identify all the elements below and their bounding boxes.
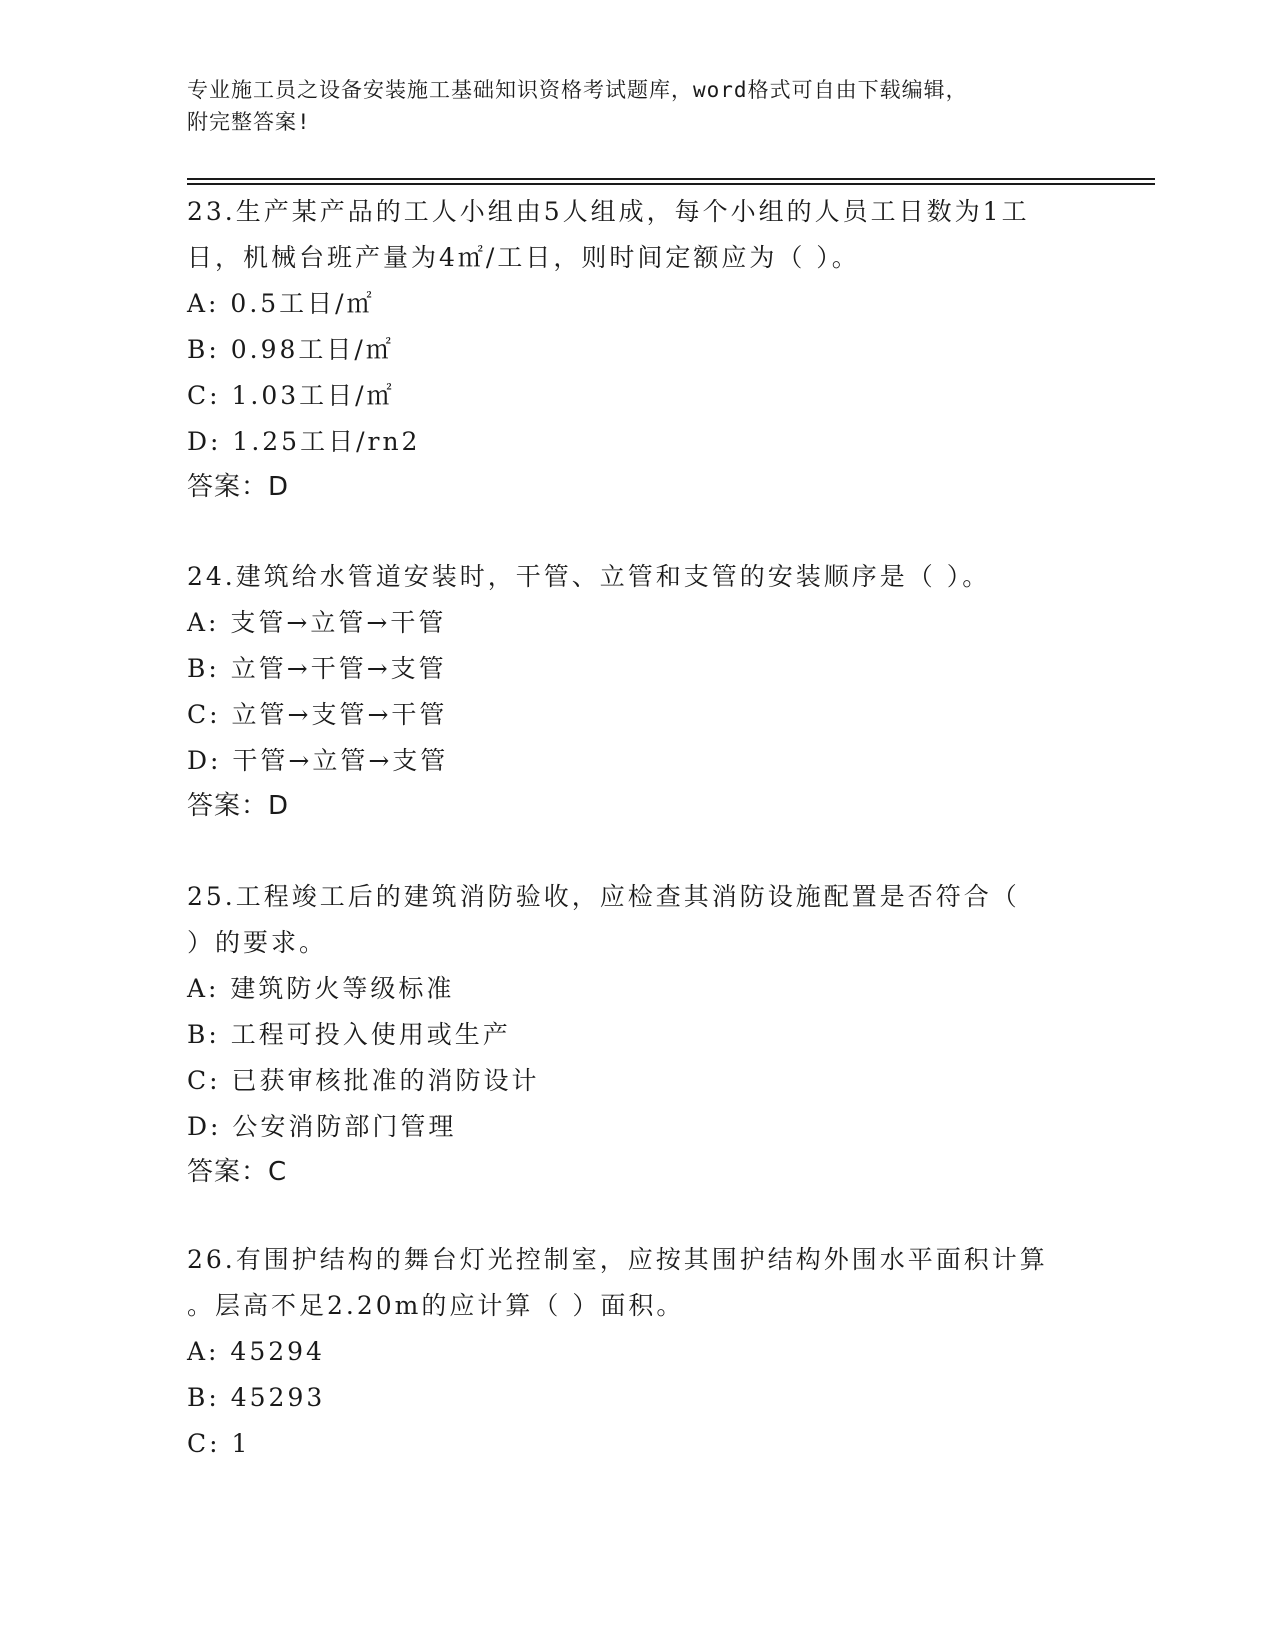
question-stem-line: 26.有围护结构的舞台灯光控制室，应按其围护结构外围水平面积计算 [187, 1245, 1048, 1274]
question-stem-line: 24.建筑给水管道安装时，干管、立管和支管的安装顺序是（ ）。 [187, 562, 991, 591]
header-line-2: 附完整答案! [187, 110, 311, 134]
header-divider-top [187, 178, 1155, 180]
option-c: C: 已获审核批准的消防设计 [187, 1066, 540, 1095]
question-stem [187, 189, 1087, 281]
question-26 [187, 1237, 1087, 1467]
question-24 [187, 554, 1087, 828]
option-d: D: 干管→立管→支管 [187, 746, 449, 775]
answer-line: 答案：D [187, 472, 290, 502]
option-b: B: 45293 [187, 1383, 326, 1412]
option-a: A: 45294 [187, 1337, 325, 1366]
answer-line: 答案：D [187, 791, 290, 821]
option-b: B: 立管→干管→支管 [187, 654, 447, 683]
question-stem-line: 23.生产某产品的工人小组由5人组成，每个小组的人员工日数为1工 [187, 197, 1030, 226]
header-divider-bottom [187, 183, 1155, 185]
question-stem [187, 554, 1087, 600]
document-header [187, 74, 1087, 138]
option-b: B: 工程可投入使用或生产 [187, 1020, 511, 1049]
question-25 [187, 874, 1087, 1194]
option-a: A: 支管→立管→干管 [187, 608, 447, 637]
option-c: C: 1.03工日/㎡ [187, 381, 395, 410]
option-b: B: 0.98工日/㎡ [187, 335, 394, 364]
question-stem-line: 25.工程竣工后的建筑消防验收，应检查其消防设施配置是否符合（ [187, 882, 1020, 911]
question-stem-line: 。层高不足2.20m的应计算（ ）面积。 [187, 1291, 685, 1320]
answer-line: 答案：C [187, 1157, 288, 1187]
question-stem-line: ）的要求。 [187, 928, 328, 957]
question-stem-line: 日，机械台班产量为4㎡/工日，则时间定额应为（ ）。 [187, 243, 860, 272]
header-line-1: 专业施工员之设备安装施工基础知识资格考试题库，word格式可自由下载编辑， [187, 78, 968, 102]
option-a: A: 建筑防火等级标准 [187, 974, 455, 1003]
option-a: A: 0.5工日/㎡ [187, 289, 375, 318]
option-d: D: 公安消防部门管理 [187, 1112, 457, 1141]
question-23 [187, 189, 1087, 509]
option-d: D: 1.25工日/rn2 [187, 427, 421, 456]
question-stem [187, 1237, 1087, 1329]
option-c: C: 1 [187, 1429, 251, 1458]
option-c: C: 立管→支管→干管 [187, 700, 448, 729]
question-stem [187, 874, 1087, 966]
